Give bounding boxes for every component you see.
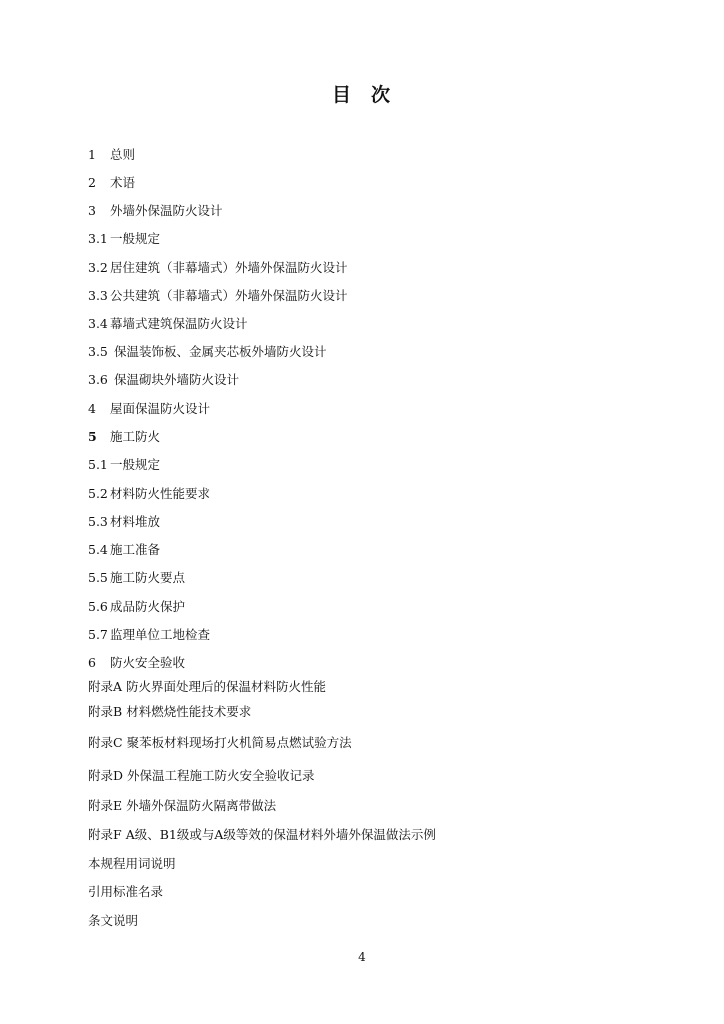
- toc-entry-label: 引用标准名录: [88, 884, 164, 899]
- table-of-contents: [88, 0, 688, 1024]
- toc-entry-number: 附录F: [88, 827, 122, 842]
- toc-entry-3-6[interactable]: [88, 372, 239, 388]
- toc-appendix-f[interactable]: [88, 827, 436, 843]
- toc-entry-label: 幕墙式建筑保温防火设计: [110, 316, 248, 331]
- toc-entry-4[interactable]: [88, 401, 210, 417]
- toc-entry-label: 监理单位工地检查: [110, 627, 211, 642]
- toc-title-char-1: 目: [331, 84, 353, 106]
- toc-entry-number: 5.2: [88, 486, 108, 501]
- toc-entry-label: 成品防火保护: [110, 599, 186, 614]
- toc-entry-label: 防火安全验收: [110, 655, 186, 670]
- toc-entry-label: 外墙外保温防火隔离带做法: [126, 798, 277, 813]
- toc-entry-label: 材料堆放: [110, 514, 161, 529]
- toc-entry-5-1[interactable]: [88, 457, 160, 473]
- toc-entry-number: 附录B: [88, 704, 123, 719]
- toc-usage-notes[interactable]: [88, 856, 176, 872]
- toc-entry-number: 3.1: [88, 231, 108, 246]
- page-number: 4: [358, 950, 366, 964]
- toc-appendix-d[interactable]: [88, 768, 315, 784]
- toc-entry-label: 公共建筑（非幕墙式）外墙外保温防火设计: [110, 288, 348, 303]
- toc-entry-label: 施工准备: [110, 542, 161, 557]
- toc-entry-number: 1: [88, 147, 96, 162]
- toc-entry-5-2[interactable]: [88, 486, 210, 502]
- toc-entry-number: 5: [88, 429, 97, 444]
- toc-appendix-b[interactable]: [88, 704, 251, 720]
- toc-entry-label: 保温装饰板、金属夹芯板外墙防火设计: [114, 344, 327, 359]
- toc-entry-5-7[interactable]: [88, 627, 210, 643]
- toc-entry-6[interactable]: [88, 655, 185, 671]
- toc-appendix-a[interactable]: [88, 679, 326, 695]
- toc-entry-3[interactable]: [88, 203, 223, 219]
- toc-entry-number: 附录E: [88, 798, 123, 813]
- toc-entry-5-5[interactable]: [88, 570, 185, 586]
- toc-entry-5-4[interactable]: [88, 542, 160, 558]
- toc-entry-number: 3.5: [88, 344, 108, 359]
- toc-entry-number: 5.1: [88, 457, 108, 472]
- toc-entry-label: 术语: [110, 175, 136, 190]
- toc-entry-number: 3: [88, 203, 96, 218]
- toc-entry-label: 保温砌块外墙防火设计: [114, 372, 240, 387]
- toc-explanation[interactable]: [88, 913, 138, 929]
- toc-entry-label: 材料防火性能要求: [110, 486, 211, 501]
- toc-entry-number: 附录C: [88, 735, 123, 750]
- toc-entry-number: 5.6: [88, 599, 108, 614]
- toc-entry-label: 本规程用词说明: [88, 856, 176, 871]
- toc-entry-3-3[interactable]: [88, 288, 348, 304]
- toc-entry-5[interactable]: [88, 429, 160, 445]
- toc-entry-label: 总则: [110, 147, 136, 162]
- toc-entry-number: 3.3: [88, 288, 108, 303]
- toc-entry-number: 6: [88, 655, 96, 670]
- toc-entry-label: 一般规定: [110, 457, 161, 472]
- toc-entry-number: 附录D: [88, 768, 124, 783]
- toc-cited-standards[interactable]: [88, 884, 163, 900]
- toc-entry-number: 3.6: [88, 372, 108, 387]
- toc-entry-label: 外保温工程施工防火安全验收记录: [127, 768, 315, 783]
- toc-entry-label: 材料燃烧性能技术要求: [126, 704, 252, 719]
- toc-appendix-c[interactable]: [88, 735, 352, 751]
- toc-entry-number: 3.2: [88, 260, 108, 275]
- toc-entry-label: 聚苯板材料现场打火机简易点燃试验方法: [126, 735, 352, 750]
- toc-entry-number: 5.4: [88, 542, 108, 557]
- toc-entry-number: 4: [88, 401, 96, 416]
- toc-entry-3-4[interactable]: [88, 316, 248, 332]
- toc-entry-label: 一般规定: [110, 231, 161, 246]
- toc-entry-number: 3.4: [88, 316, 108, 331]
- toc-entry-5-3[interactable]: [88, 514, 160, 530]
- toc-entry-1[interactable]: [88, 147, 135, 163]
- toc-entry-label: 防火界面处理后的保温材料防火性能: [126, 679, 327, 694]
- toc-entry-number: 2: [88, 175, 96, 190]
- toc-entry-label: 居住建筑（非幕墙式）外墙外保温防火设计: [110, 260, 348, 275]
- toc-entry-label: 屋面保温防火设计: [110, 401, 211, 416]
- toc-entry-label: 条文说明: [88, 913, 139, 928]
- toc-entry-number: 附录A: [88, 679, 123, 694]
- toc-appendix-e[interactable]: [88, 798, 276, 814]
- toc-entry-3-5[interactable]: [88, 344, 327, 360]
- toc-entry-5-6[interactable]: [88, 599, 185, 615]
- toc-title-char-2: 次: [371, 84, 393, 106]
- toc-entry-label: 外墙外保温防火设计: [110, 203, 223, 218]
- toc-entry-label: 施工防火要点: [110, 570, 186, 585]
- toc-entry-number: 5.5: [88, 570, 108, 585]
- toc-entry-3-2[interactable]: [88, 260, 348, 276]
- toc-entry-2[interactable]: [88, 175, 135, 191]
- toc-entry-label: 施工防火: [110, 429, 161, 444]
- toc-entry-number: 5.7: [88, 627, 108, 642]
- toc-entry-3-1[interactable]: [88, 231, 160, 247]
- toc-entry-number: 5.3: [88, 514, 108, 529]
- toc-entry-label: A级、B1级或与A级等效的保温材料外墙外保温做法示例: [125, 827, 436, 842]
